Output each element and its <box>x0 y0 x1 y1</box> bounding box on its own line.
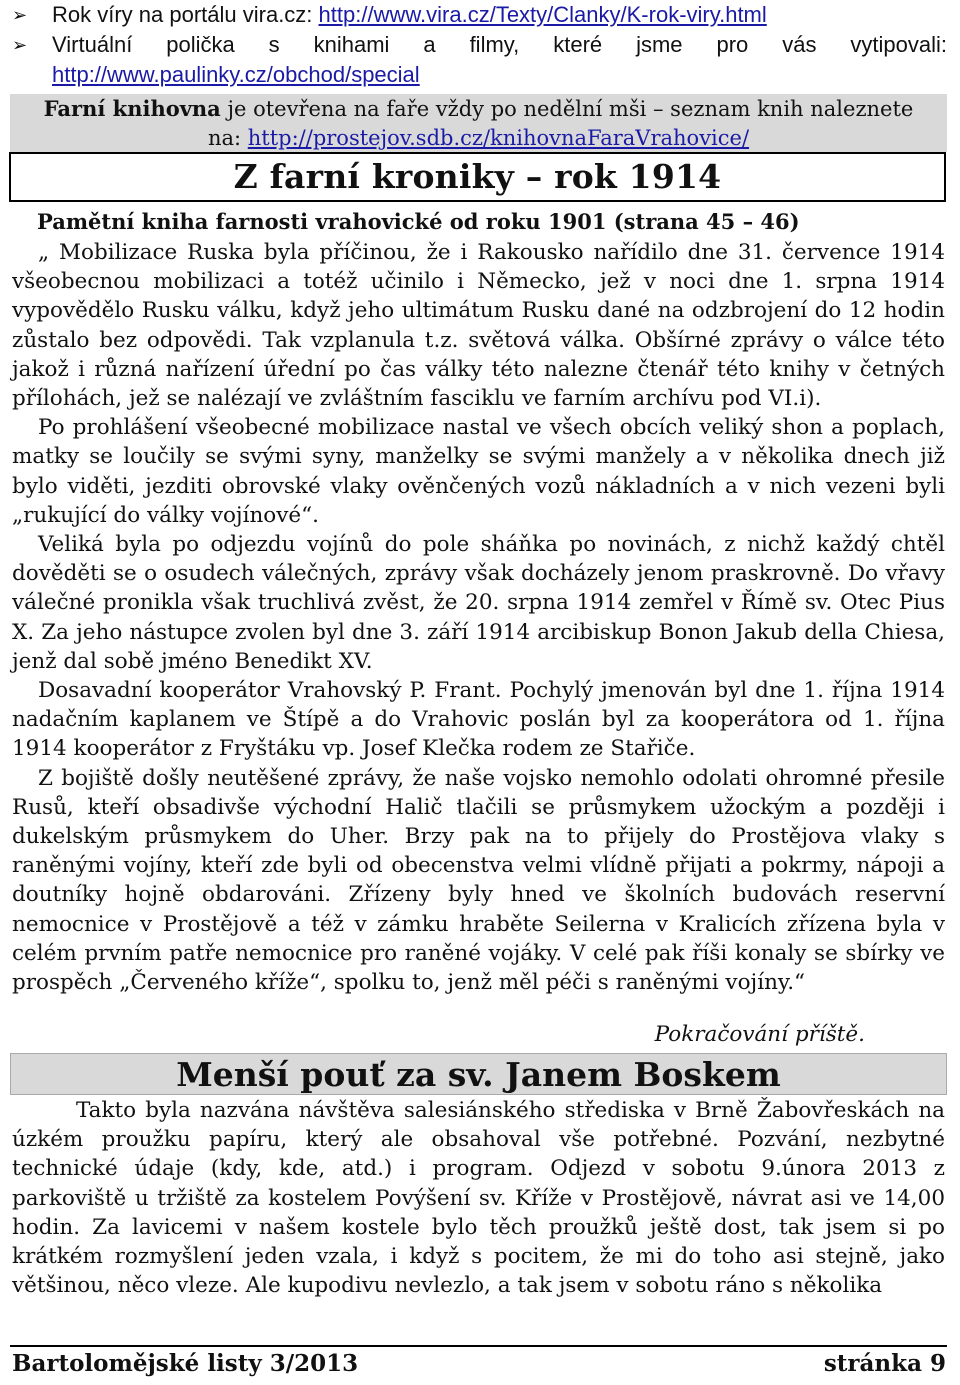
library-text: je otevřena na faře vždy po nedělní mši – seznam knih naleznete <box>220 97 914 121</box>
list-item <box>12 0 947 30</box>
continuation-note: Pokračování příště. <box>654 1022 865 1047</box>
arrow-right-icon: ➢ <box>12 5 28 25</box>
chronicle-paragraph: Po prohlášení všeobecné mobilizace nastal ve všech obcích veliký shon a poplach, matky se loučily se svými syny, manželky se svými manžely a v několika dnech již bylo viděti, jezditi obrovské vlaky ověnčených vozů nákladních a v nich vezeni byli „rukující do války vojínové“. <box>12 415 945 528</box>
chronicle-paragraph: Dosavadní kooperátor Vrahovský P. Frant. Pochylý jmenován byl dne 1. října 1914 nadačním kaplanem ve Štípě a do Vrahovic poslán byl za kooperátora od 1. října 1914 kooperátor z Fryštáku vp. Josef Klečka rodem ze Stařiče. <box>12 678 945 762</box>
paulinky-link[interactable]: http://www.paulinky.cz/obchod/special <box>52 62 420 87</box>
arrow-right-icon: ➢ <box>12 35 28 55</box>
list-item-text: Virtuální polička s knihami a filmy, které jsme pro vás vytipovali: <box>52 32 947 57</box>
pout-body <box>12 1096 945 1300</box>
link-list <box>12 0 947 90</box>
vira-link[interactable]: http://www.vira.cz/Texty/Clanky/K-rok-viry.html <box>318 2 767 27</box>
footer-publication: Bartolomějské listy 3/2013 <box>12 1350 359 1377</box>
chronicle-body <box>12 238 945 997</box>
footer-page-number: stránka 9 <box>823 1350 946 1377</box>
chronicle-paragraph: Veliká byla po odjezdu vojínů do pole sháňka po novinách, z nichž každý chtěl dověděti se o osudech válečných, zprávy však docházely jenom praskrovně. Do vřavy válečné pronikla však truchlivá zvěst, že 20. srpna 1914 zemřel v Římě sv. Otec Pius X. Za jeho nástupce zvolen byl dne 3. září 1914 arcibiskup Bonon Jakub della Chiesa, jenž dal sobě jméno Benedikt XV. <box>12 532 945 674</box>
chronicle-subtitle: Pamětní kniha farnosti vrahovické od roku 1901 (strana 45 – 46) <box>37 209 800 234</box>
pout-paragraph: Takto byla nazvána návštěva salesiánského střediska v Brně Žabovřeskách na úzkém proužku papíru, který ale obsahoval vše potřebné. Pozvání, nezbytné technické údaje (kdy, kde, atd.) i program. Odjezd v sobotu 9.února 2013 z parkoviště u tržiště za kostelem Povýšení sv. Kříže v Prostějově, návrat asi ve 14,00 hodin. Za lavicemi v našem kostele bylo těch proužků ještě dost, tak jsem si po krátkém rozmyšlení jeden vzala, i když s pocitem, že mi do toho asi stejně, jako většinou, něco vleze. Ale kupodivu nevlezlo, a tak jsem v sobotu ráno s několika <box>12 1098 945 1299</box>
footer-divider <box>10 1345 947 1347</box>
chronicle-heading: Z farní kroniky – rok 1914 <box>9 152 946 202</box>
chronicle-paragraph: Z bojiště došly neutěšené zprávy, že naše vojsko nemohlo odolati ohromné přesile Rusů, kteří obsadivše východní Halič tlačili se průsmykem užockým a později i dukelským průsmykem do Uher. Brzy pak na to přijely do Prostějova vlaky s raněnými vojíny, kteří zde byli od obecenstva velmi vlídně přijati a pokrmy, nápoji a doutníky hojně obdarováni. Zřízeny byly hned ve školních budovách reservní nemocnice v Prostějově a též v zámku hraběte Seilerna v Kralicích zřízena byla v celém prvním patře nemocnice pro raněné vojáky. V celé pak říši konaly se sbírky ve prospěch „Červeného kříže“, spolku to, jenž měl péči s raněnými vojíny.“ <box>12 765 945 996</box>
chronicle-paragraph: „ Mobilizace Ruska byla příčinou, že i Rakousko nařídilo dne 31. července 1914 všeobecnou mobilizaci a totéž učinilo i Německo, jež v noci dne 1. srpna 1914 vypovědělo Rusku válku, když jeho ultimátum Rusku dané na odzbrojení do 12 hodin zůstalo bez odpovědi. Tak vzplanula t.z. světová válka. Obšírné zprávy o válce této jakož i různá nařízení úřední po čas války této nalezne čtenář této knihy v četných přílohách, jež se nalézají ve zvláštním fasciklu ve farním archívu pod VI.i). <box>12 240 945 412</box>
list-item <box>12 30 947 90</box>
library-notice <box>10 94 947 152</box>
library-title: Farní knihovna <box>43 96 221 121</box>
library-prefix: na: <box>207 126 248 150</box>
pout-heading: Menší pouť za sv. Janem Boskem <box>10 1053 947 1095</box>
library-link[interactable]: http://prostejov.sdb.cz/knihovnaFaraVrahovice/ <box>247 126 750 150</box>
list-item-text: Rok víry na portálu vira.cz: <box>52 2 319 27</box>
